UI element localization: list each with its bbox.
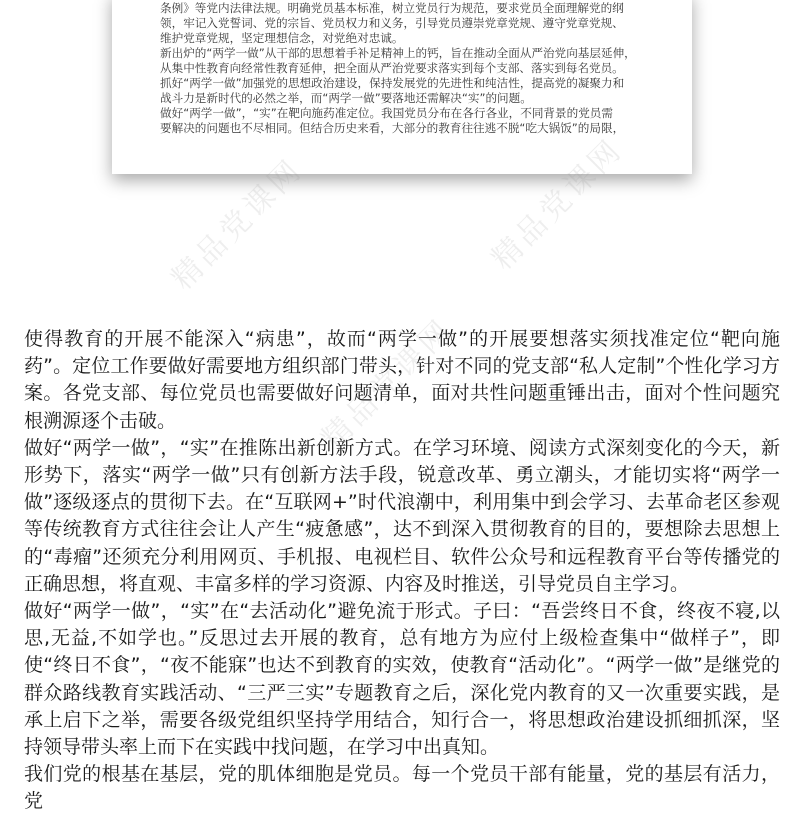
article-body	[24, 326, 780, 816]
preview-line: 抓好“两学一做”加强党的思想政治建设，保持发展党的先进性和纯洁性，提高党的凝聚力和	[160, 76, 625, 90]
article-paragraph: 做好“两学一做”，“实”在“去活动化”避免流于形式。子曰：“吾尝终日不食，终夜不寝,以思,无益,不如学也。”反思过去开展的教育，总有地方为应付上级检查集中“做样子”，即使“终日不食”，“夜不能寐”也达不到教育的实效，使教育“活动化”。“两学一做”是继党的群众路线教育实践活动、“三严三实”专题教育之后，深化党内教育的又一次重要实践，是承上启下之举，需要各级党组织坚持学用结合，知行合一，将思想政治建设抓细抓深，坚持领导带头率上而下在实践中找问题，在学习中出真知。	[24, 600, 780, 759]
preview-line: 领，牢记入党誓词、党的宗旨、党员权力和义务，引导党员遵崇党章党规、遵守党章党规、	[160, 16, 624, 30]
preview-line: 从集中性教育向经常性教育延伸，把全面从严治党要求落实到每个支部、落实到每名党员。	[160, 61, 624, 75]
article-paragraph: 做好“两学一做”，“实”在推陈出新创新方式。在学习环境、阅读方式深刻变化的今天，新形势下，落实“两学一做”只有创新方法手段，锐意改革、勇立潮头，才能切实将“两学一做”逐级逐点的贯彻下去。在“互联网+”时代浪潮中，利用集中到会学习、去革命老区参观等传统教育方式往往会让人产生“疲惫感”，达不到深入贯彻教育的目的，要想除去思想上的“毒瘤”还须充分利用网页、手机报、电视栏目、软件公众号和远程教育平台等传播党的正确思想，将直观、丰富多样的学习资源、内容及时推送，引导党员自主学习。	[24, 436, 780, 595]
watermark: 精品党课网	[314, 311, 460, 457]
preview-line: 新出炉的“两学一做”从干部的思想着手补足精神上的钙，旨在推动全面从严治党向基层延伸，	[160, 46, 636, 60]
watermark: 精品党课网	[164, 151, 310, 297]
preview-line: 战斗力是新时代的必然之举，而“两学一做”要落地还需解决“实”的问题。	[160, 91, 532, 105]
article-paragraph: 我们党的根基在基层，党的肌体细胞是党员。每一个党员干部有能量，党的基层有活力，党	[24, 763, 780, 813]
preview-line: 要解决的问题也不尽相同。但结合历史来看，大部分的教育往往逃不脱“吃大锅饭”的局限，	[160, 121, 625, 135]
watermark: 精品党课网	[484, 131, 630, 277]
article-paragraph: 使得教育的开展不能深入“病患”，故而“两学一做”的开展要想落实须找准定位“靶向施药”。定位工作要做好需要地方组织部门带头，针对不同的党支部“私人定制”个性化学习方案。各党支部、每位党员也需要做好问题清单，面对共性问题重锤出击，面对个性问题究根溯源逐个击破。	[24, 328, 780, 432]
preview-line: 做好“两学一做”，“实”在靶向施药准定位。我国党员分布在各行各业，不同背景的党员需	[160, 106, 613, 120]
preview-line: 条例》等党内法律法规。明确党员基本标准，树立党员行为规范，要求党员全面理解党的纲	[160, 1, 624, 15]
preview-text	[160, 0, 660, 136]
preview-line: 维护党章党规，坚定理想信念，对党绝对忠诚。	[160, 31, 404, 45]
document-preview-card	[112, 0, 692, 174]
